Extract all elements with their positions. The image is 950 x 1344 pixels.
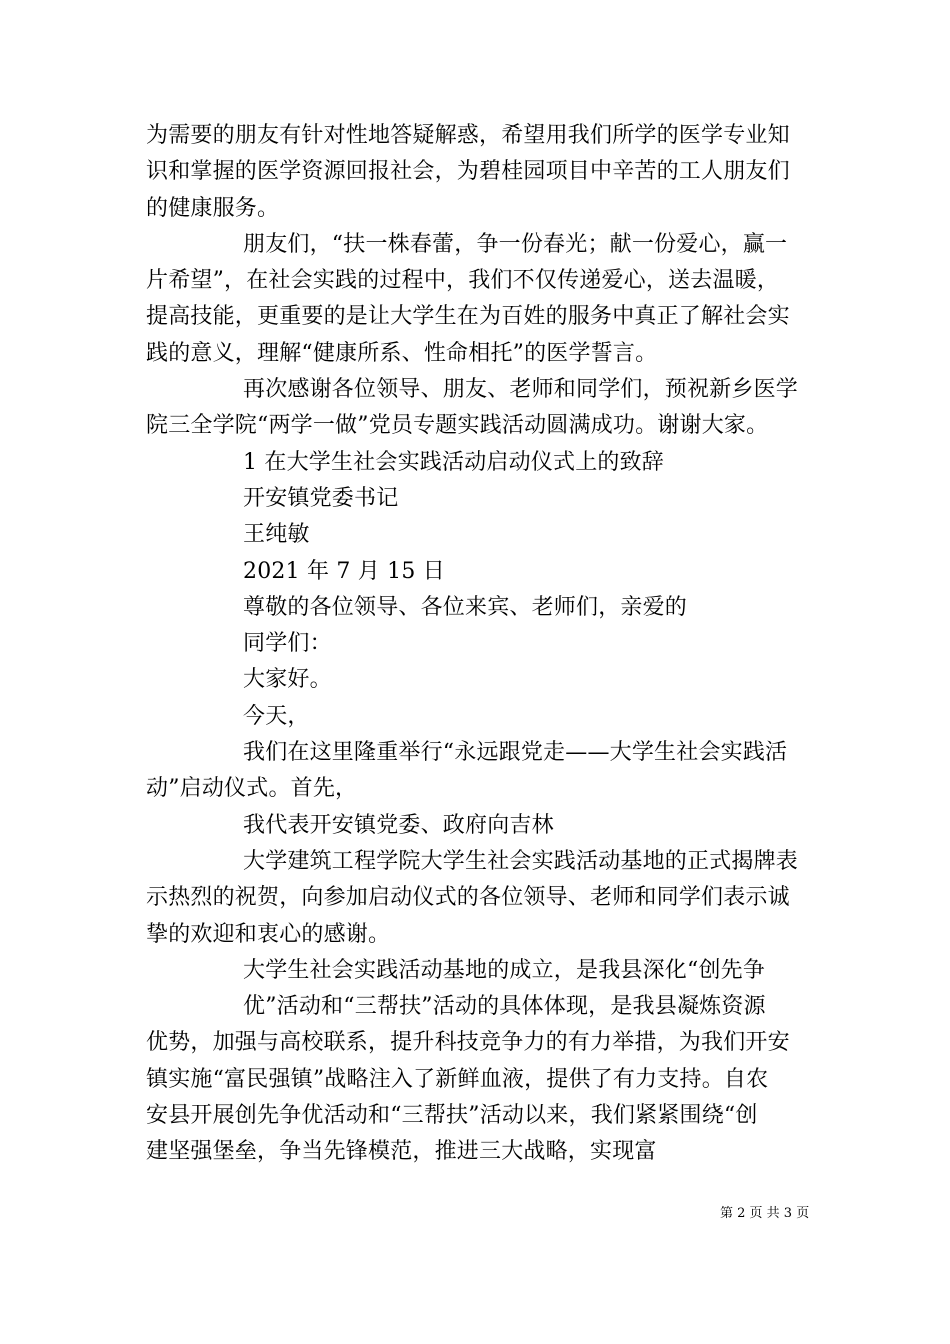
- text-line: 提高技能，更重要的是让大学生在为百姓的服务中真正了解社会实: [146, 304, 790, 330]
- text-line: 开安镇党委书记: [243, 485, 399, 511]
- text-line: 大学建筑工程学院大学生社会实践活动基地的正式揭牌表: [243, 848, 799, 874]
- text-line: 的健康服务。: [146, 195, 280, 221]
- text-line: 我们在这里隆重举行“永远跟党走——大学生社会实践活: [243, 740, 788, 766]
- text-line: 镇实施“富民强镇”战略注入了新鲜血液，提供了有力支持。自农: [146, 1066, 769, 1092]
- text-line: 再次感谢各位领导、朋友、老师和同学们，预祝新乡医学: [243, 377, 799, 403]
- text-line: 优势，加强与高校联系，提升科技竞争力的有力举措，为我们开安: [146, 1030, 790, 1056]
- text-line: 示热烈的祝贺，向参加启动仪式的各位领导、老师和同学们表示诚: [146, 885, 790, 911]
- text-line: 大家好。: [243, 667, 332, 693]
- text-line: 安县开展创先争优活动和“三帮扶”活动以来，我们紧紧围绕“创: [146, 1103, 758, 1129]
- text-line: 为需要的朋友有针对性地答疑解惑，希望用我们所学的医学专业知: [146, 123, 790, 148]
- text-line: 尊敬的各位领导、各位来宾、老师们，亲爱的: [243, 594, 688, 620]
- text-line: 2021 年 7 月 15 日: [243, 558, 445, 584]
- text-line: 1 在大学生社会实践活动启动仪式上的致辞: [243, 449, 664, 475]
- text-line: 我代表开安镇党委、政府向吉林: [243, 812, 554, 838]
- text-line: 院三全学院“两学一做”党员专题实践活动圆满成功。谢谢大家。: [146, 413, 769, 439]
- text-line: 践的意义，理解“健康所系、性命相托”的医学誓言。: [146, 340, 658, 366]
- page-number: 第 2 页 共 3 页: [720, 1206, 810, 1221]
- text-line: 今天，: [243, 703, 310, 729]
- text-line: 片希望”，在社会实践的过程中，我们不仅传递爱心，送去温暖，: [146, 268, 780, 294]
- text-line: 大学生社会实践活动基地的成立，是我县深化“创先争: [243, 957, 766, 983]
- text-line: 王纯敏: [243, 522, 310, 548]
- document-body: [146, 118, 816, 1171]
- text-line: 动”启动仪式。首先，: [146, 776, 358, 802]
- text-line: 挚的欢迎和衷心的感谢。: [146, 921, 391, 947]
- text-line: 识和掌握的医学资源回报社会，为碧桂园项目中辛苦的工人朋友们: [146, 159, 790, 185]
- text-line: 朋友们，“扶一株春蕾，争一份春光；献一份爱心，赢一: [243, 231, 788, 257]
- text-line: 优”活动和“三帮扶”活动的具体体现，是我县凝炼资源: [243, 994, 766, 1020]
- text-line: 建坚强堡垒，争当先锋模范，推进三大战略，实现富: [146, 1139, 657, 1165]
- text-line: 同学们：: [243, 631, 332, 657]
